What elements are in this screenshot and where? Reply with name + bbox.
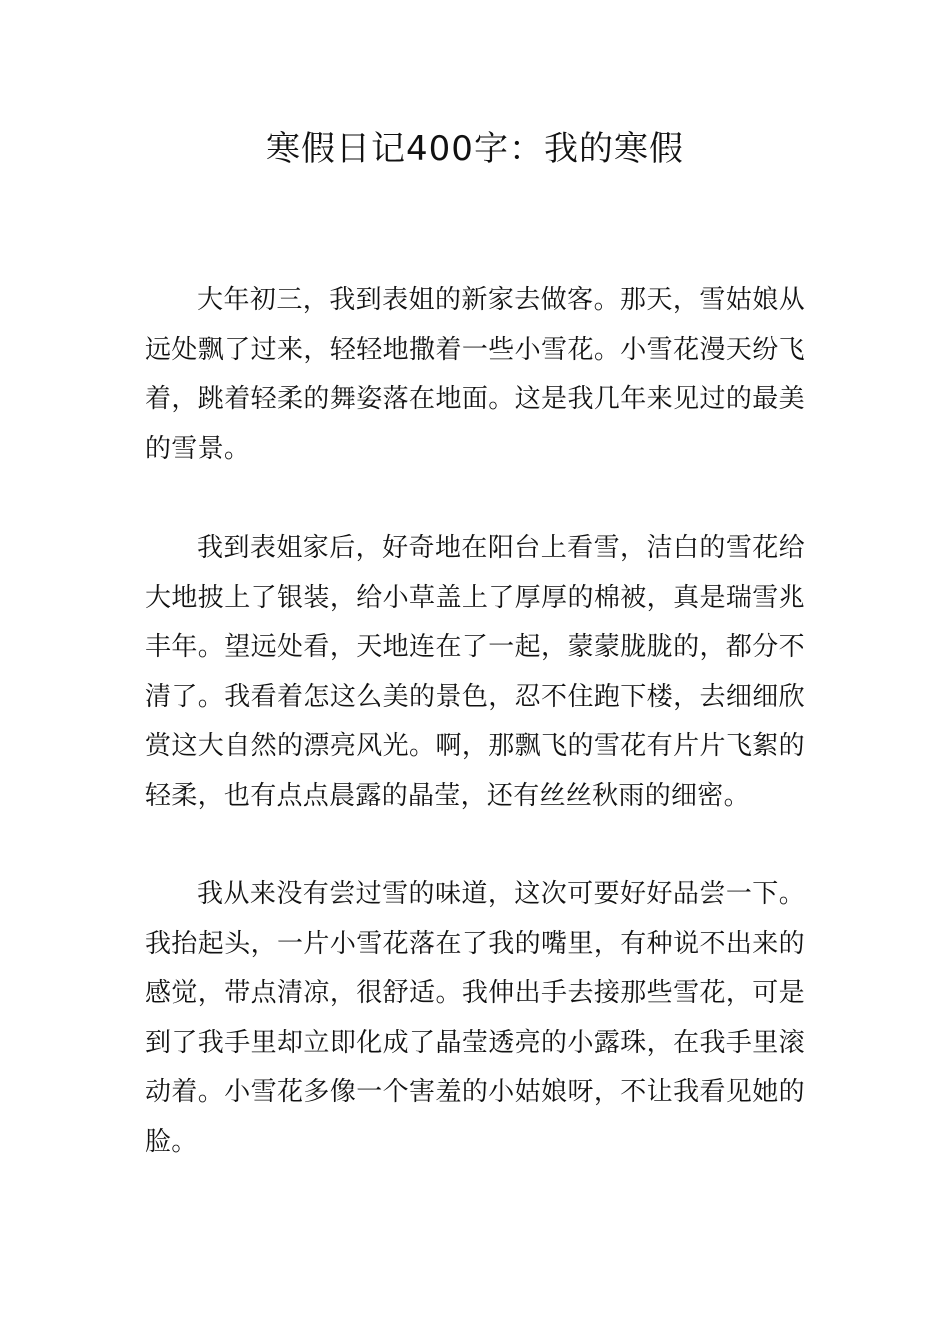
paragraph-3: 我从来没有尝过雪的味道，这次可要好好品尝一下。我抬起头，一片小雪花落在了我的嘴里，有种说不出来的感觉，带点清凉，很舒适。我伸出手去接那些雪花，可是到了我手里却立即化成了晶莹透亮的小露珠，在我手里滚动着。小雪花多像一个害羞的小姑娘呀，不让我看见她的脸。	[145, 879, 805, 1157]
paragraph-2: 我到表姐家后，好奇地在阳台上看雪，洁白的雪花给大地披上了银装，给小草盖上了厚厚的棉被，真是瑞雪兆丰年。望远处看，天地连在了一起，蒙蒙胧胧的，都分不清了。我看着怎这么美的景色，忍不住跑下楼，去细细欣赏这大自然的漂亮风光。啊，那飘飞的雪花有片片飞絮的轻柔，也有点点晨露的晶莹，还有丝丝秋雨的细密。	[145, 533, 805, 811]
page-title: 寒假日记400字：我的寒假	[266, 129, 684, 169]
paragraph-1: 大年初三，我到表姐的新家去做客。那天，雪姑娘从远处飘了过来，轻轻地撒着一些小雪花。小雪花漫天纷飞着，跳着轻柔的舞姿落在地面。这是我几年来见过的最美的雪景。	[145, 285, 805, 464]
